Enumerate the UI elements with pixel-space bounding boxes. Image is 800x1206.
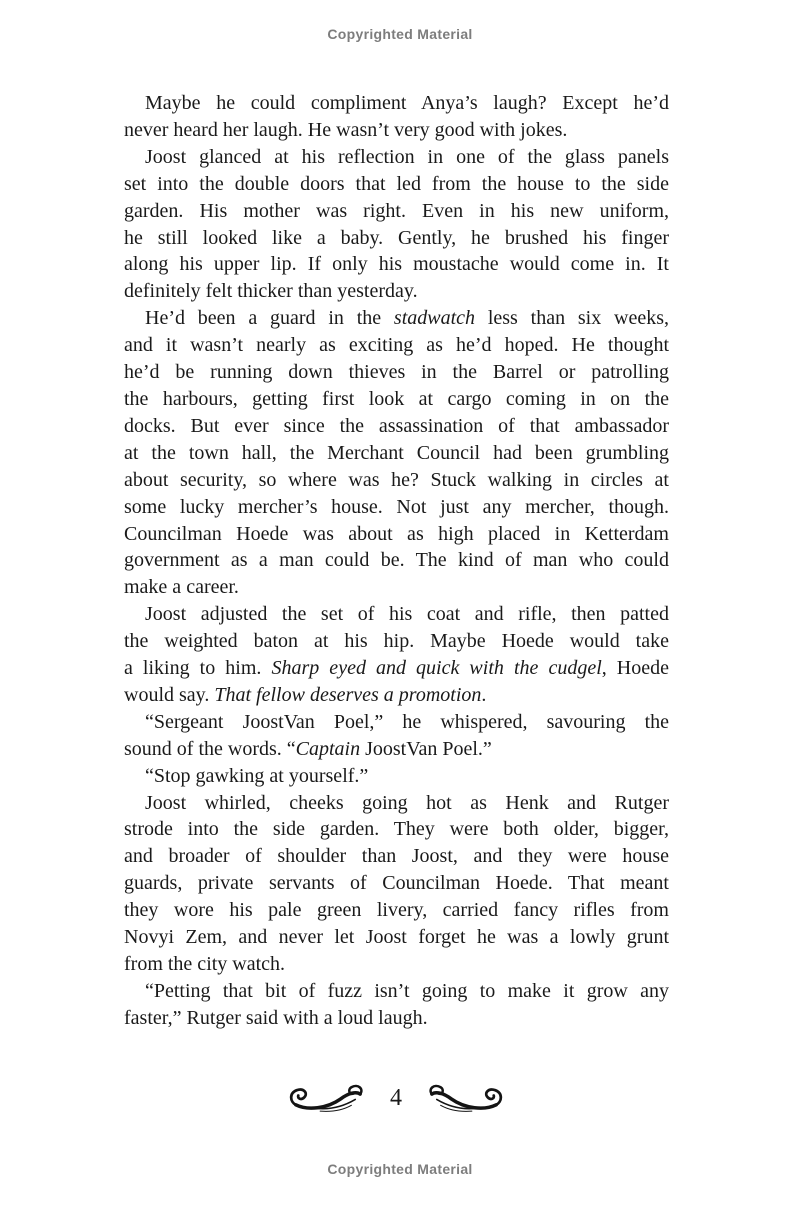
text-line: never heard her laugh. He wasn’t very good with jokes. [124,118,568,141]
text-line: about security, so where was he? Stuck walking in circles at [124,468,669,491]
text-line: set into the double doors that led from the house to the side [124,172,669,195]
text-block [124,90,669,1032]
text-line: Maybe he could compliment Anya’s laugh? Except he’d [145,92,669,114]
text-line: garden. His mother was right. Even in his new uniform, [124,199,669,222]
paragraph [124,790,669,978]
text-line: at the town hall, the Merchant Council had been grumbling [124,441,669,464]
text-line: he still looked like a baby. Gently, he brushed his finger [124,226,669,249]
paragraph [124,144,669,305]
text-line: some lucky mercher’s house. Not just any mercher, though. [124,495,669,518]
text-line: would say. That fellow deserves a promotion. [124,683,487,706]
paragraph [124,305,669,601]
text-line: “Sergeant JoostVan Poel,” he whispered, savouring the [145,710,669,733]
text-line: make a career. [124,576,239,599]
flourish-left-ornament-icon [288,1079,366,1115]
page-number: 4 [390,1085,402,1111]
text-line: Novyi Zem, and never let Joost forget he was a lowly grunt [124,926,669,949]
text-line: Joost whirled, cheeks going hot as Henk and Rutger [145,791,669,814]
text-line: from the city watch. [124,953,286,975]
paragraph [124,709,669,763]
text-line: Councilman Hoede was about as high placed in Ketterdam [124,522,669,545]
text-line: sound of the words. “Captain JoostVan Poel.” [124,737,492,760]
text-line: government as a man could be. The kind of man who could [124,549,669,572]
text-line: Joost adjusted the set of his coat and rifle, then patted [145,603,669,626]
text-line: and broader of shoulder than Joost, and they were house [124,845,669,868]
text-line: definitely felt thicker than yesterday. [124,280,418,303]
text-line: He’d been a guard in the stadwatch less than six weeks, [145,307,669,330]
text-line: a liking to him. Sharp eyed and quick with the cudgel, Hoede [124,657,670,680]
text-line: guards, private servants of Councilman Hoede. That meant [124,872,669,895]
text-line: they wore his pale green livery, carried fancy rifles from [124,899,669,922]
text-line: Joost glanced at his reflection in one of the glass panels [145,145,669,168]
text-line: the harbours, getting first look at cargo coming in on the [124,387,669,410]
copyright-notice-bottom: Copyrighted Material [327,1161,473,1177]
text-line: the weighted baton at his hip. Maybe Hoede would take [124,630,669,653]
copyright-notice-top: Copyrighted Material [327,26,473,42]
page-footer [0,1079,792,1115]
text-line: he’d be running down thieves in the Barrel or patrolling [124,361,669,384]
text-line: faster,” Rutger said with a loud laugh. [124,1006,428,1029]
text-line: “Stop gawking at yourself.” [145,764,369,787]
text-line: and it wasn’t nearly as exciting as he’d hoped. He thought [124,334,669,357]
paragraph [124,763,669,790]
flourish-right-ornament-icon [426,1079,504,1115]
paragraph [124,90,669,144]
text-line: strode into the side garden. They were both older, bigger, [124,818,669,841]
paragraph [124,978,669,1032]
text-line: along his upper lip. If only his moustache would come in. It [124,253,669,276]
paragraph [124,601,669,709]
text-line: “Petting that bit of fuzz isn’t going to make it grow any [145,979,669,1002]
text-line: docks. But ever since the assassination of that ambassador [124,414,669,437]
